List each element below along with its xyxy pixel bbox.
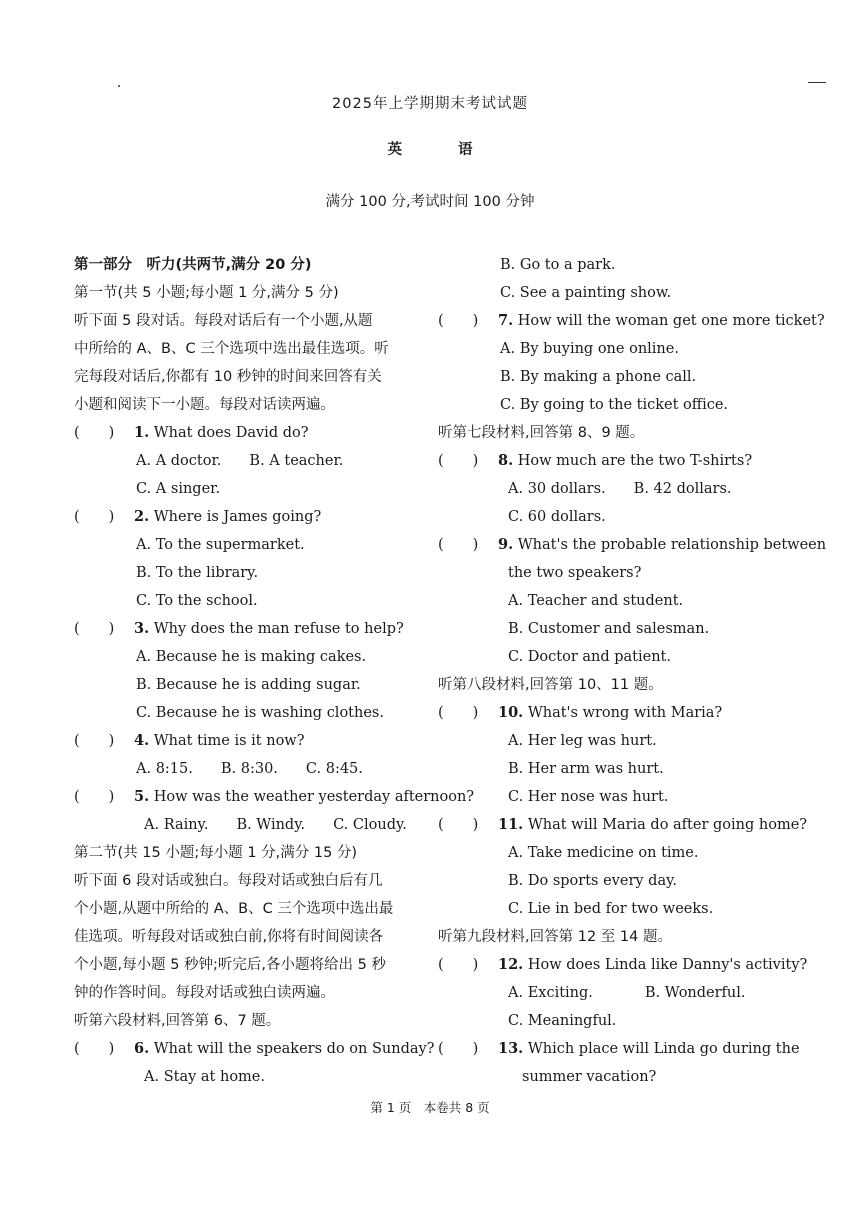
question-text: How will the woman get one more ticket? (517, 313, 825, 329)
answer-blank[interactable]: ( ) (74, 621, 115, 637)
question-text: What will the speakers do on Sunday? (153, 1041, 435, 1057)
answer-blank[interactable]: ( ) (74, 1041, 115, 1057)
option-b: B. Wonderful. (644, 985, 746, 1001)
option-c: C. A singer. (136, 481, 221, 497)
instruction-line: 完每段对话后,你都有 10 秒钟的时间来回答有关 (74, 369, 382, 385)
option-a: A. A doctor. (136, 453, 222, 469)
answer-blank[interactable]: ( ) (438, 817, 479, 833)
instruction-line: 小题和阅读下一小题。每段对话读两遍。 (74, 397, 335, 413)
option-c: C. Because he is washing clothes. (136, 705, 384, 721)
question-text-cont: summer vacation? (522, 1069, 657, 1085)
right-column (438, 251, 827, 1091)
instruction-line: 中所给的 A、B、C 三个选项中选出最佳选项。听 (74, 341, 389, 357)
answer-blank[interactable]: ( ) (74, 509, 115, 525)
listen-instruction: 听第七段材料,回答第 8、9 题。 (438, 425, 645, 441)
section-heading: 第一节(共 5 小题;每小题 1 分,满分 5 分) (74, 285, 339, 301)
question-text: Where is James going? (153, 509, 322, 525)
option-a: A. Stay at home. (144, 1069, 265, 1085)
option-a: A. Teacher and student. (508, 593, 684, 609)
option-c: C. Her nose was hurt. (508, 789, 669, 805)
option-b: B. By making a phone call. (500, 369, 697, 385)
answer-blank[interactable]: ( ) (74, 733, 115, 749)
subject-char-1: 英 (387, 142, 402, 158)
question-number: 1. (134, 424, 150, 441)
question-7 (438, 307, 825, 335)
scan-speck (118, 85, 120, 87)
listen-instruction: 听第九段材料,回答第 12 至 14 题。 (438, 929, 672, 945)
question-text-cont: the two speakers? (508, 565, 642, 581)
instruction-line: 个小题,每小题 5 秒钟;听完后,各小题将给出 5 秒 (74, 957, 386, 973)
question-text: How was the weather yesterday afternoon? (153, 789, 475, 805)
option-b: B. Customer and salesman. (508, 621, 710, 637)
option-c: C. 8:45. (305, 761, 363, 777)
question-10 (438, 699, 798, 727)
option-b: B. 8:30. (220, 761, 278, 777)
option-b: B. Because he is adding sugar. (136, 677, 361, 693)
question-text: How much are the two T-shirts? (517, 453, 753, 469)
question-text: How does Linda like Danny's activity? (527, 957, 808, 973)
answer-blank[interactable]: ( ) (438, 705, 479, 721)
question-number: 13. (498, 1040, 524, 1057)
option-a: A. Her leg was hurt. (508, 733, 657, 749)
question-text: Why does the man refuse to help? (153, 621, 404, 637)
option-b: B. Go to a park. (500, 257, 616, 273)
option-a: A. Rainy. (144, 817, 209, 833)
options-row (74, 811, 426, 839)
option-b: B. A teacher. (249, 453, 344, 469)
option-c: C. See a painting show. (500, 285, 672, 301)
question-text: What time is it now? (153, 733, 305, 749)
option-c: C. Meaningful. (508, 1013, 617, 1029)
option-c: C. Doctor and patient. (508, 649, 671, 665)
options-row (74, 755, 426, 783)
exam-meta: 满分 100 分,考试时间 100 分钟 (325, 194, 535, 210)
question-9 (438, 531, 827, 559)
page-footer: 第 1 页 本卷共 8 页 (370, 1100, 490, 1115)
option-c: C. Lie in bed for two weeks. (508, 901, 714, 917)
option-b: B. To the library. (136, 565, 259, 581)
question-11 (438, 811, 808, 839)
question-13 (438, 1035, 798, 1063)
option-b: B. 42 dollars. (633, 481, 732, 497)
options-row (74, 447, 426, 475)
answer-blank[interactable]: ( ) (438, 1041, 479, 1057)
options-row (438, 475, 798, 503)
question-text: What's the probable relationship between (517, 537, 827, 553)
instruction-line: 个小题,从题中所给的 A、B、C 三个选项中选出最 (74, 901, 394, 917)
answer-blank[interactable]: ( ) (438, 453, 479, 469)
question-text: Which place will Linda go during the (527, 1041, 800, 1057)
question-4 (74, 727, 426, 755)
subject-title (0, 138, 860, 159)
option-a: A. Exciting. (508, 985, 593, 1001)
question-text: What's wrong with Maria? (527, 705, 723, 721)
option-a: A. 8:15. (136, 761, 193, 777)
option-c: C. Cloudy. (333, 817, 407, 833)
instruction-line: 钟的作答时间。每段对话或独白读两遍。 (74, 985, 335, 1001)
question-1 (74, 419, 426, 447)
answer-blank[interactable]: ( ) (74, 789, 115, 805)
question-number: 9. (498, 536, 514, 553)
question-3 (74, 615, 426, 643)
option-c: C. 60 dollars. (508, 509, 606, 525)
question-2 (74, 503, 426, 531)
question-6 (74, 1035, 435, 1063)
option-b: B. Windy. (236, 817, 306, 833)
exam-title: 2025年上学期期末考试试题 (332, 96, 528, 112)
answer-blank[interactable]: ( ) (438, 957, 479, 973)
question-number: 6. (134, 1040, 150, 1057)
question-number: 12. (498, 956, 524, 973)
question-5 (74, 783, 475, 811)
subject-char-2: 语 (458, 142, 473, 158)
answer-blank[interactable]: ( ) (438, 313, 479, 329)
question-8 (438, 447, 798, 475)
question-number: 8. (498, 452, 514, 469)
option-a: A. Take medicine on time. (508, 845, 699, 861)
question-number: 3. (134, 620, 150, 637)
option-a: A. Because he is making cakes. (136, 649, 367, 665)
question-12 (438, 951, 808, 979)
options-row (438, 979, 798, 1007)
question-number: 4. (134, 732, 150, 749)
option-a: A. To the supermarket. (136, 537, 305, 553)
listen-instruction: 听第八段材料,回答第 10、11 题。 (438, 677, 663, 693)
corner-mark (808, 82, 826, 83)
instruction-line: 听下面 6 段对话或独白。每段对话或独白后有几 (74, 873, 383, 889)
part-heading: 第一部分 听力(共两节,满分 20 分) (74, 257, 312, 273)
question-number: 5. (134, 788, 150, 805)
left-column (74, 251, 475, 1091)
option-c: C. To the school. (136, 593, 258, 609)
listen-instruction: 听第六段材料,回答第 6、7 题。 (74, 1013, 281, 1029)
instruction-line: 佳选项。听每段对话或独白前,你将有时间阅读各 (74, 929, 384, 945)
option-b: B. Do sports every day. (508, 873, 677, 889)
option-a: A. 30 dollars. (508, 481, 606, 497)
answer-blank[interactable]: ( ) (438, 537, 479, 553)
question-text: What does David do? (153, 425, 309, 441)
option-c: C. By going to the ticket office. (500, 397, 729, 413)
question-text: What will Maria do after going home? (527, 817, 808, 833)
instruction-line: 听下面 5 段对话。每段对话后有一个小题,从题 (74, 313, 373, 329)
question-number: 11. (498, 816, 524, 833)
option-b: B. Her arm was hurt. (508, 761, 664, 777)
section-heading: 第二节(共 15 小题;每小题 1 分,满分 15 分) (74, 845, 358, 861)
question-number: 2. (134, 508, 150, 525)
option-a: A. By buying one online. (500, 341, 679, 357)
answer-blank[interactable]: ( ) (74, 425, 115, 441)
question-number: 10. (498, 704, 524, 721)
question-number: 7. (498, 312, 514, 329)
